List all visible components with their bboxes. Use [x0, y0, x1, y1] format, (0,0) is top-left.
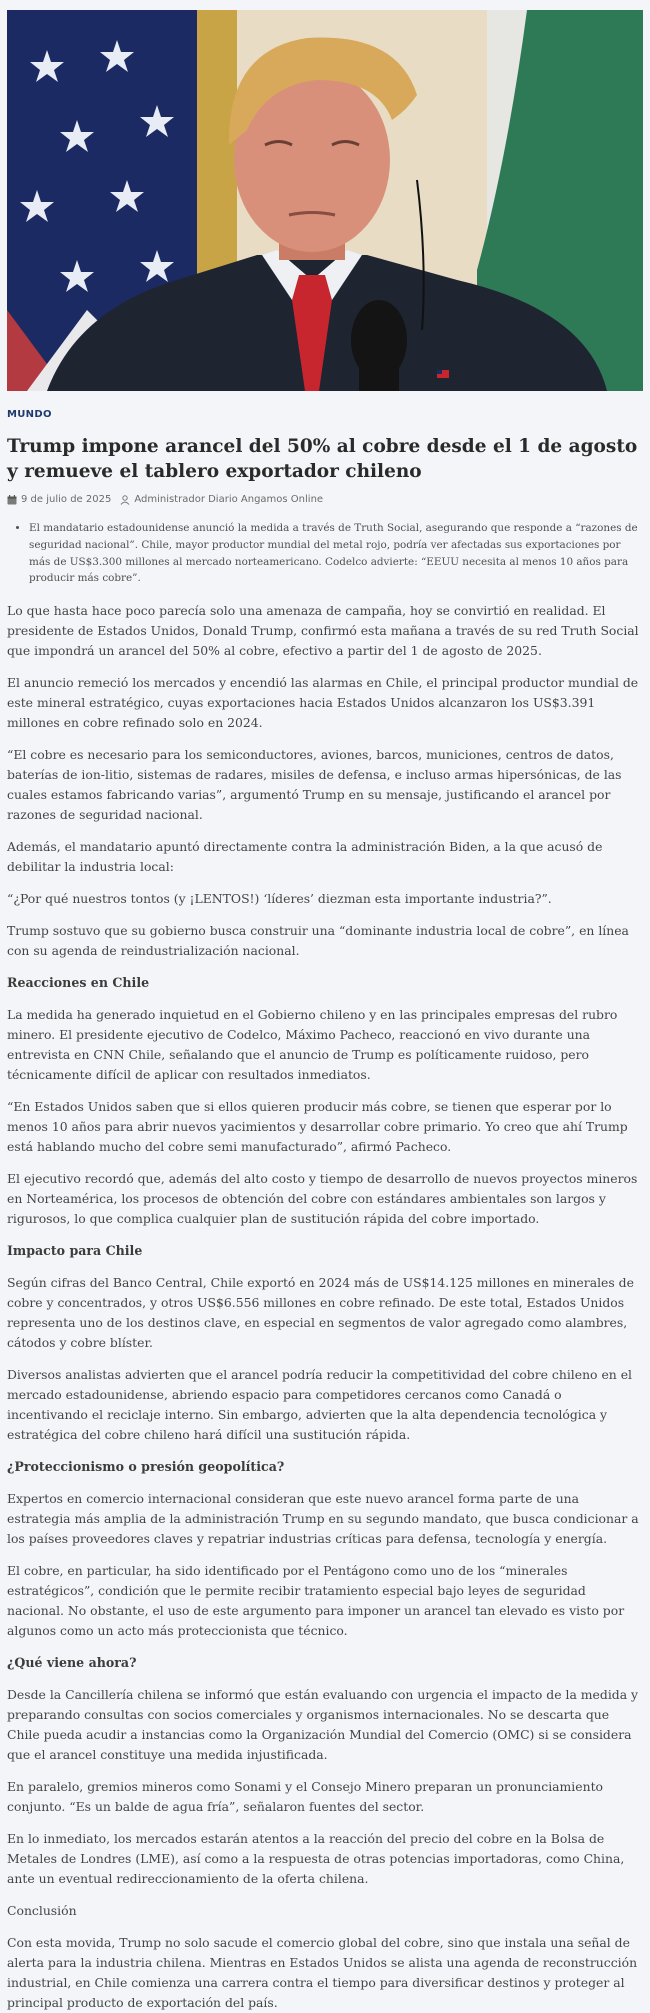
paragraph: Además, el mandatario apuntó directamente contra la administración Biden, a la que acusó de debilitar la industria local: [7, 839, 603, 875]
hero-photo-illustration [7, 10, 643, 391]
author-item [120, 494, 323, 505]
paragraph: Expertos en comercio internacional consideran que este nuevo arancel forma parte de una estrategia más amplia de la administración Trump en su segundo mandato, que busca condicionar a los países proveedores claves y repatriar industrias críticas para defensa, tecnología y energía. [7, 1491, 639, 1547]
article-date: 9 de julio de 2025 [21, 494, 112, 505]
section-heading: ¿Qué viene ahora? [7, 1655, 137, 1671]
paragraph: “El cobre es necesario para los semiconductores, aviones, barcos, municiones, centros de datos, baterías de ion-litio, sistemas de radares, misiles de defensa, e incluso armas hipersónicas, de las cuales estamos fabricando varias”, argumentó Trump en su mensaje, justificando el arancel por razones de seguridad nacional. [7, 747, 622, 823]
article-summary [7, 520, 643, 587]
paragraph: “En Estados Unidos saben que si ellos quieren producir más cobre, se tienen que esperar por lo menos 10 años para abrir nuevos yacimientos y desarrollar cobre primario. Yo creo que ahí Trump está hablando mucho del cobre semi manufacturado”, afirmó Pacheco. [7, 1099, 628, 1155]
conclusion-heading: Conclusión [7, 1903, 77, 1919]
date-item [7, 494, 111, 505]
calendar-icon [7, 495, 17, 505]
paragraph: Diversos analistas advierten que el arancel podría reducir la competitividad del cobre chileno en el mercado estadounidense, abriendo espacio para competidores cercanos como Canadá o incentivando el reciclaje interno. Sin embargo, advierten que la alta dependencia tecnológica y estratégica del cobre chileno hará difícil una sustitución rápida. [7, 1367, 633, 1443]
paragraph: Con esta movida, Trump no solo sacude el comercio global del cobre, sino que instala una señal de alerta para la industria chilena. Mientras en Estados Unidos se alista una agenda de reconstrucción industrial, en Chile comienza una carrera contra el tiempo para diversificar destinos y proteger al principal producto de exportación del país. [7, 1935, 638, 2011]
paragraph: La medida ha generado inquietud en el Gobierno chileno y en las principales empresas del rubro minero. El presidente ejecutivo de Codelco, Máximo Pacheco, reaccionó en vivo durante una entrevista en CNN Chile, señalando que el anuncio de Trump es políticamente ruidoso, pero técnicamente difícil de aplicar con resultados inmediatos. [7, 1007, 618, 1083]
hero-image [7, 10, 643, 391]
article-author[interactable]: Administrador Diario Angamos Online [134, 494, 324, 505]
section-heading: Impacto para Chile [7, 1243, 143, 1259]
article-title: Trump impone arancel del 50% al cobre desde el 1 de agosto y remueve el tablero exportador chileno [7, 436, 638, 482]
section-heading: Reacciones en Chile [7, 975, 150, 991]
article-meta [7, 494, 643, 505]
section-heading: ¿Proteccionismo o presión geopolítica? [7, 1459, 285, 1475]
paragraph: “¿Por qué nuestros tontos (y ¡LENTOS!) ‘líderes’ diezman esta importante industria?”. [7, 891, 552, 907]
paragraph: El cobre, en particular, ha sido identificado por el Pentágono como uno de los “minerales estratégicos”, condición que le permite recibir tratamiento especial bajo leyes de seguridad nacional. No obstante, el uso de este argumento para imponer un arancel tan elevado es visto por algunos como un acto más proteccionista que técnico. [7, 1563, 625, 1639]
paragraph: Lo que hasta hace poco parecía solo una amenaza de campaña, hoy se convirtió en realidad. El presidente de Estados Unidos, Donald Trump, confirmó esta mañana a través de su red Truth Social que impondrá un arancel del 50% al cobre, efectivo a partir del 1 de agosto de 2025. [7, 603, 639, 659]
article-category[interactable]: MUNDO [7, 409, 52, 420]
article-body [7, 601, 643, 2013]
paragraph: En lo inmediato, los mercados estarán atentos a la reacción del precio del cobre en la Bolsa de Metales de Londres (LME), así como a la respuesta de otras potencias importadoras, como China, ante un eventual redireccionamiento de la oferta chilena. [7, 1831, 625, 1887]
paragraph: Según cifras del Banco Central, Chile exportó en 2024 más de US$14.125 millones en minerales de cobre y concentrados, y otros US$6.556 millones en cobre refinado. De este total, Estados Unidos representa uno de los destinos clave, en especial en segmentos de valor agregado como alambres, cátodos y cobre blíster. [7, 1275, 634, 1351]
summary-item: • El mandatario estadounidense anunció la medida a través de Truth Social, asegurando que responde a “razones de seguridad nacional”. Chile, mayor productor mundial del metal rojo, podría ver afectadas sus exportaciones por más de US$3.300 millones al mercado norteamericano. Codelco advierte: “EEUU necesita al menos 10 años para producir más cobre”. [29, 520, 643, 587]
user-icon [120, 495, 130, 505]
paragraph: Trump sostuvo que su gobierno busca construir una “dominante industria local de cobre”, en línea con su agenda de reindustrialización nacional. [7, 923, 629, 959]
paragraph: El ejecutivo recordó que, además del alto costo y tiempo de desarrollo de nuevos proyectos mineros en Norteamérica, los procesos de obtención del cobre con estándares ambientales son largos y rigurosos, lo que complica cualquier plan de sustitución rápida del cobre importado. [7, 1171, 638, 1227]
paragraph: En paralelo, gremios mineros como Sonami y el Consejo Minero preparan un pronunciamiento conjunto. “Es un balde de agua fría”, señalaron fuentes del sector. [7, 1779, 604, 1815]
paragraph: Desde la Cancillería chilena se informó que están evaluando con urgencia el impacto de la medida y preparando consultas con socios comerciales y organismos internacionales. No se descarta que Chile pueda acudir a instancias como la Organización Mundial del Comercio (OMC) si se considera que el arancel constituye una medida injustificada. [7, 1687, 639, 1763]
paragraph: El anuncio remeció los mercados y encendió las alarmas en Chile, el principal productor mundial de este mineral estratégico, cuyas exportaciones hacia Estados Unidos alcanzaron los US$3.391 millones en cobre refinado solo en 2024. [7, 675, 639, 731]
